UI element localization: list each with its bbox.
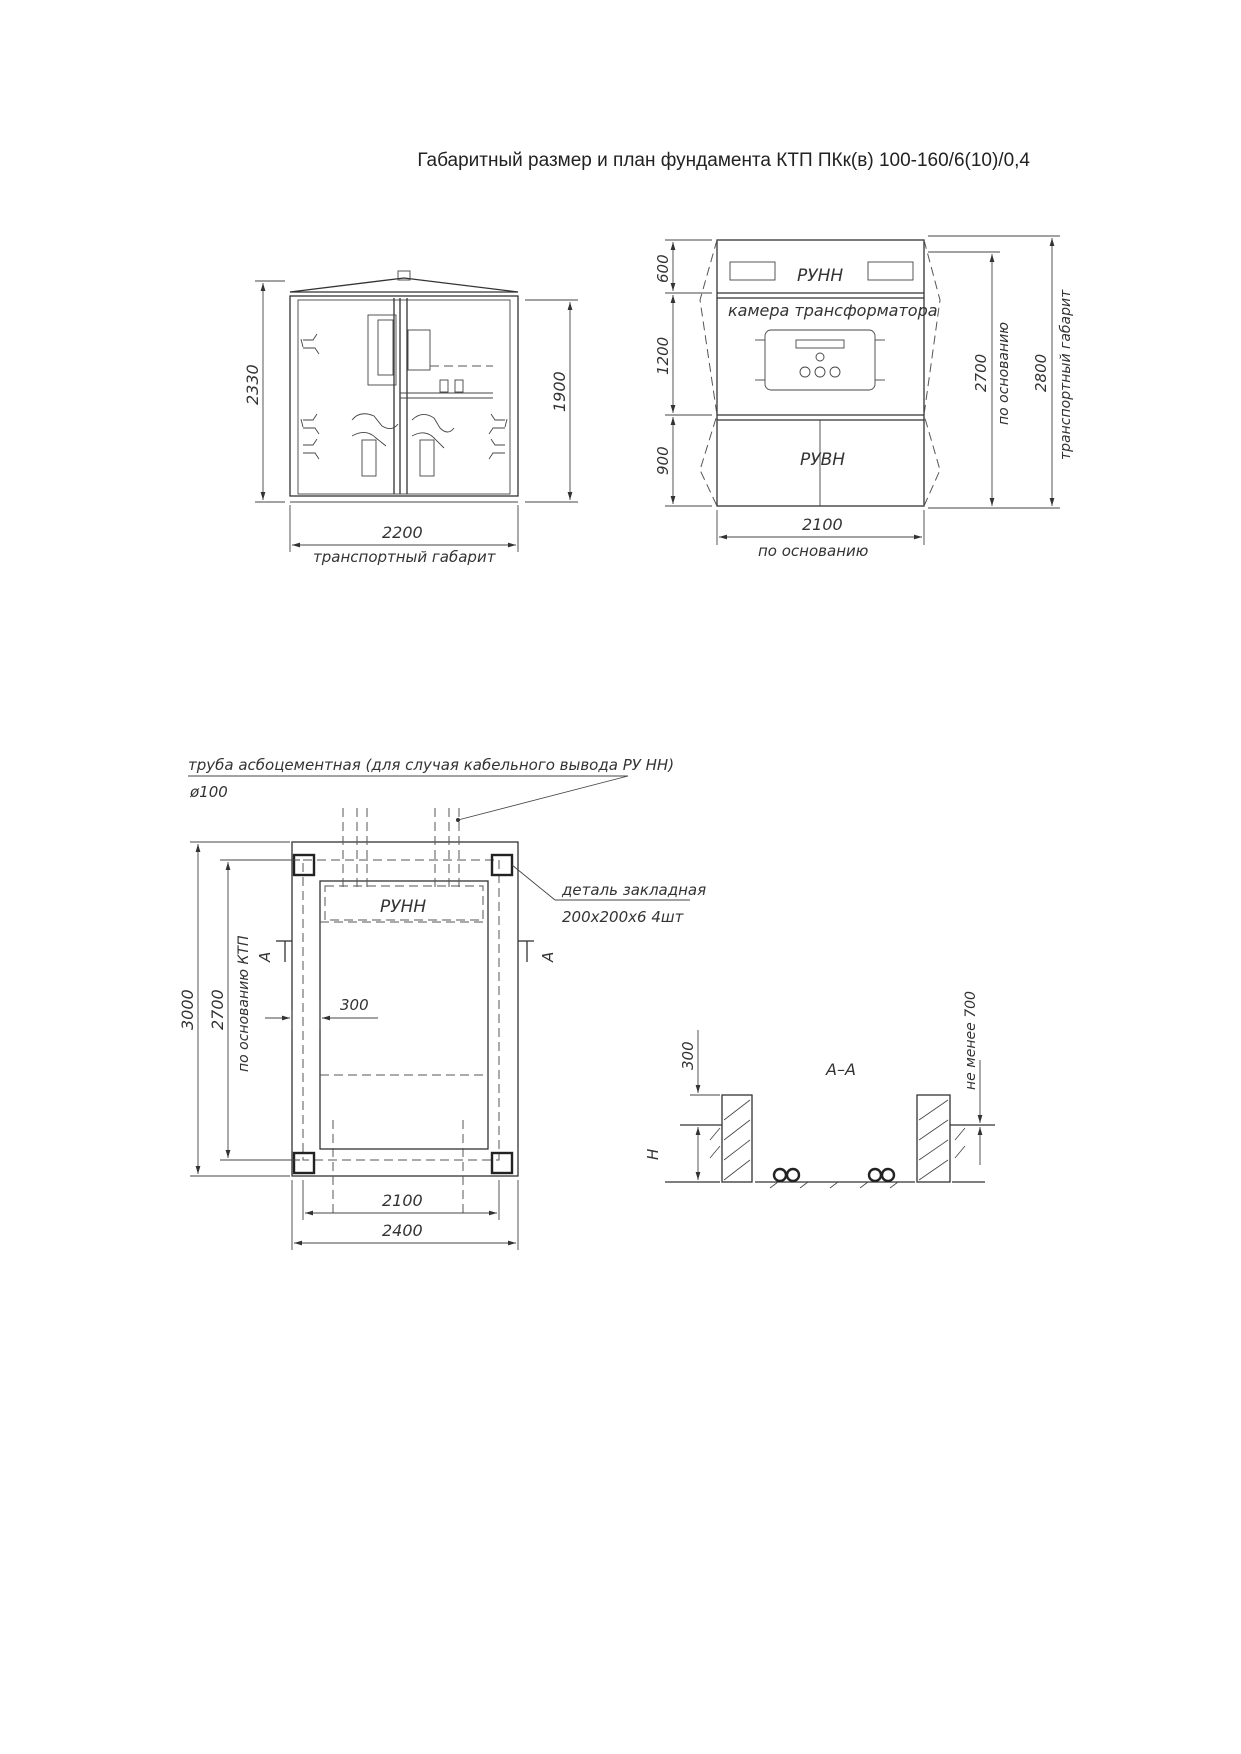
section-dim-min: не менее 700 xyxy=(963,991,979,1090)
front-height-body: 1900 xyxy=(550,371,569,412)
front-width-caption: транспортный габарит xyxy=(313,548,496,566)
side-width-caption: по основанию xyxy=(758,542,869,560)
side-dim-1200: 1200 xyxy=(654,336,672,375)
side-dim-2800-caption: транспортный габарит xyxy=(1058,289,1074,460)
plan-dim-3000: 3000 xyxy=(178,989,197,1030)
front-view xyxy=(243,271,578,566)
section-dim-300: 300 xyxy=(679,1041,697,1070)
plan-pipe-diameter: ø100 xyxy=(190,783,228,801)
plan-embedded-size: 200х200х6 4шт xyxy=(562,908,684,926)
plan-embedded-note: деталь закладная xyxy=(562,881,707,899)
plan-dim-300: 300 xyxy=(340,996,369,1014)
plan-label-runn: РУНН xyxy=(380,897,427,917)
side-label-middle: камера трансформатора xyxy=(728,301,938,320)
side-dim-2700: 2700 xyxy=(972,353,990,392)
plan-dim-2400: 2400 xyxy=(382,1221,423,1240)
plan-section-mark-left: А xyxy=(256,951,274,962)
side-dim-600: 600 xyxy=(654,254,672,283)
side-dim-900: 900 xyxy=(654,446,672,475)
side-dim-2800: 2800 xyxy=(1032,353,1050,392)
page-title-text: Габаритный размер и план фундамента КТП ПКк(в) 100-160/6(10)/0,4 xyxy=(417,150,1030,171)
plan-dim-2700-caption: по основанию КТП xyxy=(236,935,252,1072)
section-dim-h: Н xyxy=(644,1148,662,1160)
plan-pipe-note: труба асбоцементная (для случая кабельного вывода РУ НН) xyxy=(188,756,675,774)
plan-view xyxy=(178,756,706,1250)
side-label-top: РУНН xyxy=(797,266,844,286)
side-view xyxy=(654,236,1074,560)
plan-dim-2100: 2100 xyxy=(382,1191,423,1210)
side-dim-2700-caption: по основанию xyxy=(996,321,1012,425)
side-label-bottom: РУВН xyxy=(800,450,846,470)
section-view xyxy=(644,991,995,1188)
front-width: 2200 xyxy=(382,523,423,542)
plan-dim-2700: 2700 xyxy=(208,989,227,1030)
section-title: А–А xyxy=(826,1060,856,1079)
front-height-total: 2330 xyxy=(243,364,262,405)
plan-section-mark-right: А xyxy=(539,951,557,962)
side-width: 2100 xyxy=(802,515,843,534)
